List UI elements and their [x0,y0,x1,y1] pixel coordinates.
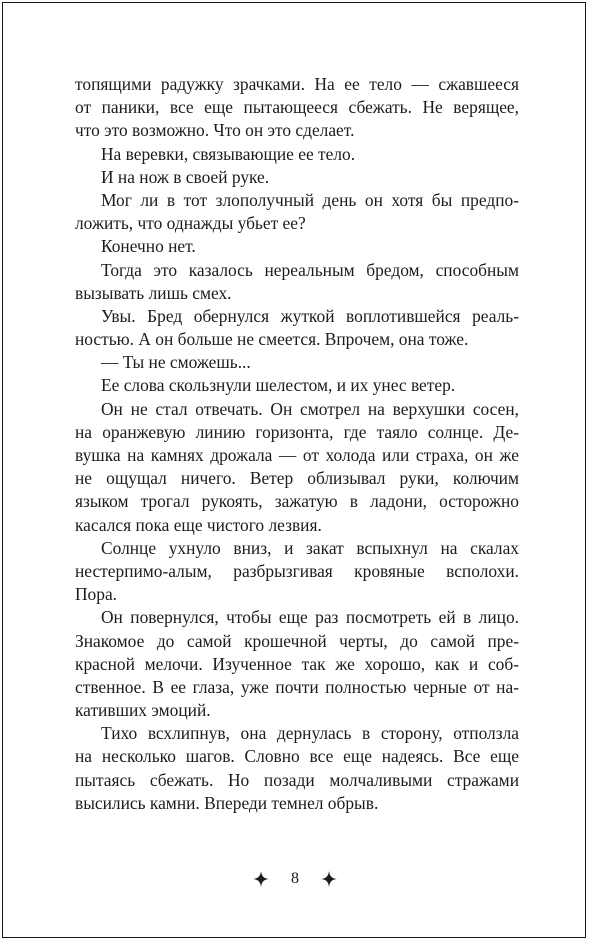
text-line: нестерпимо-алым, разбрызгивая кровяные всполохи. [75,560,519,581]
text-line: вызывать лишь смех. [75,282,232,303]
text-line: ностью. А он больше не смеется. Впрочем, она тоже. [75,329,469,350]
four-point-star-icon [321,871,337,887]
text-line: высились камни. Впереди темнел обрыв. [75,792,379,813]
body-text [75,73,519,815]
text-line: Знакомое до самой крошечной черты, до самой пре- [75,630,519,651]
text-line: на оранжевую линию горизонта, где таяло солнце. Де- [75,421,519,442]
book-page [2,2,586,938]
text-line: Тихо всхлипнув, она дернулась в сторону, отползла [101,723,519,744]
text-line: И на нож в своей руке. [101,166,270,187]
text-line: Солнце ухнуло вниз, и закат вспыхнул на скалах [101,537,519,558]
text-line: Увы. Бред обернулся жуткой воплотившейся реаль- [101,305,519,326]
text-line: пытаясь сбежать. Но позади молчаливыми стражами [75,769,519,790]
text-line: — Ты не сможешь... [101,352,251,373]
text-line: ственное. В ее глаза, уже почти полностью черные от на- [75,676,519,697]
text-line: Ее слова скользнули шелестом, и их унес ветер. [101,375,456,396]
text-line: что это возможно. Что он это сделает. [75,120,355,141]
text-line: на несколько шагов. Словно все еще надеясь. Все еще [75,746,519,767]
text-line: Конечно нет. [101,236,196,257]
text-line: касался пока еще чистого лезвия. [75,514,322,535]
text-line: вушка на камнях дрожала — от холода или страха, он же [75,445,519,465]
text-line: Мог ли в тот злополучный день он хотя бы предпо- [101,189,519,210]
text-line: языком трогал рукоять, зажатую в ладони, осторожно [75,491,519,512]
text-line: кативших эмоций. [75,700,211,721]
text-line: Он не стал отвечать. Он смотрел на верхушки сосен, [101,398,519,419]
text-line: от паники, все еще пытающееся сбежать. Не верящее, [75,97,519,118]
text-line: Пора. [75,584,118,605]
text-line: Он повернулся, чтобы еще раз посмотреть ей в лицо. [101,607,519,628]
page-number: 8 [291,870,299,888]
text-line: ложить, что однажды убьет ее? [75,213,306,234]
text-line: На веревки, связывающие ее тело. [101,143,356,164]
page-footer [0,870,590,888]
text-line: не ощущал ничего. Ветер облизывал руки, колючим [75,468,519,489]
text-line: Тогда это казалось нереальным бредом, способным [101,259,519,280]
four-point-star-icon [253,871,269,887]
text-line: красной мелочи. Изученное так же хорошо, как и соб- [75,653,519,674]
text-line: топящими радужку зрачками. На ее тело — сжавшееся [75,74,519,94]
